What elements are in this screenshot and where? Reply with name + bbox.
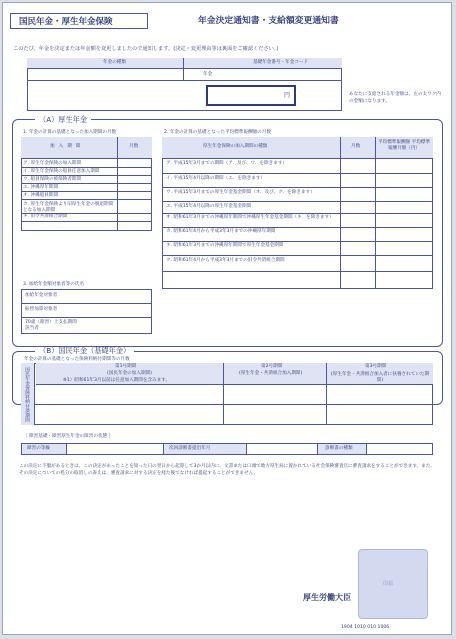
q2-row-label: エ. 平成15年4月以降の厚生年金基金期間 xyxy=(166,204,252,209)
header-left-title-box xyxy=(10,13,148,29)
header-left-title: 国民年金・厚生年金保険 xyxy=(19,17,113,27)
q3-row-label: 70歳（障害）上支払期間該当者 xyxy=(25,320,77,331)
issuer-name: 厚生労働大臣 xyxy=(303,593,351,602)
q2-row-line xyxy=(162,201,433,202)
document-code: 1904 1010 010 1006 xyxy=(341,625,390,630)
q1-col-divider xyxy=(117,137,118,231)
section-b-col1-note: ※1）昭和61年3月以前は任意加入期間を含みます。 xyxy=(63,378,171,383)
intro-text: このたび、年金を決定または年金額を変更しましたので通知します。(決定・変更理由等は裏面をご確認ください。) xyxy=(13,46,279,52)
q1-row-label: キ. 旧令共済組合期間 xyxy=(23,214,68,219)
q2-row-label: オ. 昭和61年3月までの沖縄厚年期間で沖縄厚生年金基金期間（キ．を除きます） xyxy=(166,215,334,220)
q1-row-line xyxy=(21,167,152,168)
q2-row-label: カ. 昭和61年4月から平成3年3月までの沖縄厚年期間 xyxy=(166,229,276,234)
q2-row-line xyxy=(162,227,433,228)
yen-label: 円 xyxy=(283,92,290,99)
section-b-col2-title: 第2号期間 xyxy=(261,364,283,369)
q1-row-label: オ. 沖縄船員期間 xyxy=(23,193,59,198)
official-stamp xyxy=(358,549,428,619)
q2-col-kind: 厚生年金保険の加入期間の種類 xyxy=(203,144,268,149)
diagnosis-type-label: 診断書の種類 xyxy=(325,446,353,451)
q2-row-label: イ. 平成15年4月以降の期間（エ．を除きます） xyxy=(166,176,266,181)
section-b-col-divider xyxy=(326,363,327,425)
q2-col-average: 平均標準報酬額 平均標準報酬月額（円） xyxy=(378,140,430,151)
q1-row-line xyxy=(21,221,152,222)
q1-row-label: カ. 厚生年金保険より旧厚生年金の脱退期間となる加入期間 xyxy=(23,202,114,213)
q2-heading: 2. 年金の計算の基礎となった平均標準報酬額の月数 xyxy=(164,130,271,135)
q1-row-label: エ. 沖縄厚年期間 xyxy=(23,185,59,190)
appeal-notice: この決定に不服があるときは、この決定があったことを知った日の翌日から起算して3か月以内に、文書または口頭で地方厚生局に置かれている社会保険審査官に審査請求をすることができます。また、その決定についての処分の取消しの訴えは、審査請求に対する決定を経た後でなければ提起することができません。 xyxy=(19,464,435,477)
section-b-col3-sub: (厚生年金・共済組合加入者に扶養されていた期間) xyxy=(330,372,430,383)
q2-row-line xyxy=(162,173,433,174)
q1-row-label: ア. 厚生年金保険の加入期間 xyxy=(23,161,82,166)
q1-row-label: ウ. 船員保険の被保険者期間 xyxy=(23,177,82,182)
summary-amount-label: 年金 xyxy=(203,72,213,77)
section-c-title: ［ 障害基礎・障害厚生年金の障害の状態 ］ xyxy=(23,434,114,439)
section-b-title: （B）国民年金（基礎年金） xyxy=(35,347,134,354)
summary-row-divider xyxy=(27,80,342,81)
notice-page xyxy=(2,2,452,635)
q2-row-label: ウ. 平成15年3月までの厚生年金基金期間（オ．及び、ク．を除きます） xyxy=(166,190,315,195)
q3-heading: 3. 加給年金額対象者等の氏名 xyxy=(23,282,84,287)
q1-heading: 1. 年金の計算の基礎となった加入期間の月数 xyxy=(23,130,117,135)
q3-row-line xyxy=(21,317,152,318)
q3-row-label: 加給年金対象者 xyxy=(25,293,58,298)
q1-row-line xyxy=(21,183,152,184)
q3-row-label: 振替加算対象者 xyxy=(25,307,58,312)
q2-row-label: キ. 昭和61年3月までの沖縄厚年期間で厚生年金基金期間 xyxy=(166,243,284,248)
section-a-title: （A）厚生年金 xyxy=(35,116,91,123)
section-b-col1-title: 第1号期間 xyxy=(115,364,137,369)
header-right-title: 年金決定通知書・支給額変更通知書 xyxy=(198,16,339,26)
q1-row-label: イ. 厚生年金保険の船員任意加入期間 xyxy=(23,169,100,174)
q1-col-months: 月数 xyxy=(129,144,139,149)
q2-row-line xyxy=(162,187,433,188)
section-b-heading: 年金の計算の基礎となった保険料納付期間等の月数 xyxy=(24,357,130,362)
summary-note: あなたに支給される年金額は、左の太ワク内の金額になります。 xyxy=(349,92,441,104)
q1-row-line xyxy=(21,191,152,192)
q2-row-line xyxy=(162,271,433,272)
section-b-side-label: 国民年金保険料納付済期間 xyxy=(24,367,30,423)
q1-row-line xyxy=(21,199,152,200)
section-b-col3-title: 第3号期間 xyxy=(365,364,387,369)
q2-col-months: 月数 xyxy=(351,144,361,149)
q3-row-line xyxy=(21,303,152,304)
section-b-col1-sub: (国民年金の加入期間) xyxy=(107,371,152,376)
next-diagnosis-label: 次回診断書提出年月 xyxy=(169,446,211,451)
summary-divider xyxy=(183,58,184,80)
section-b-col-divider xyxy=(223,363,224,425)
stamp-text: 印影 xyxy=(383,581,394,587)
q2-row-line xyxy=(162,241,433,242)
q1-col-period: 加入期間 xyxy=(50,144,85,149)
q2-row-label: ア. 平成15年3月までの期間（ア．及び、ウ．を除きます） xyxy=(166,161,288,166)
summary-col-number-label: 基礎年金番号・年金コード xyxy=(253,60,309,65)
q2-row-label: ク. 昭和61年4月から平成3年3月までの旧令共済組合期間 xyxy=(166,258,285,263)
section-b-col2-sub: (厚生年金・共済組合加入期間) xyxy=(239,371,303,376)
disability-grade-label: 障害の等級 xyxy=(27,446,50,451)
summary-col-type-label: 年金の種類 xyxy=(103,60,126,65)
amount-thick-box xyxy=(206,85,296,106)
q2-row-line xyxy=(162,255,433,256)
q1-row-line xyxy=(21,175,152,176)
q2-row-line xyxy=(162,213,433,214)
